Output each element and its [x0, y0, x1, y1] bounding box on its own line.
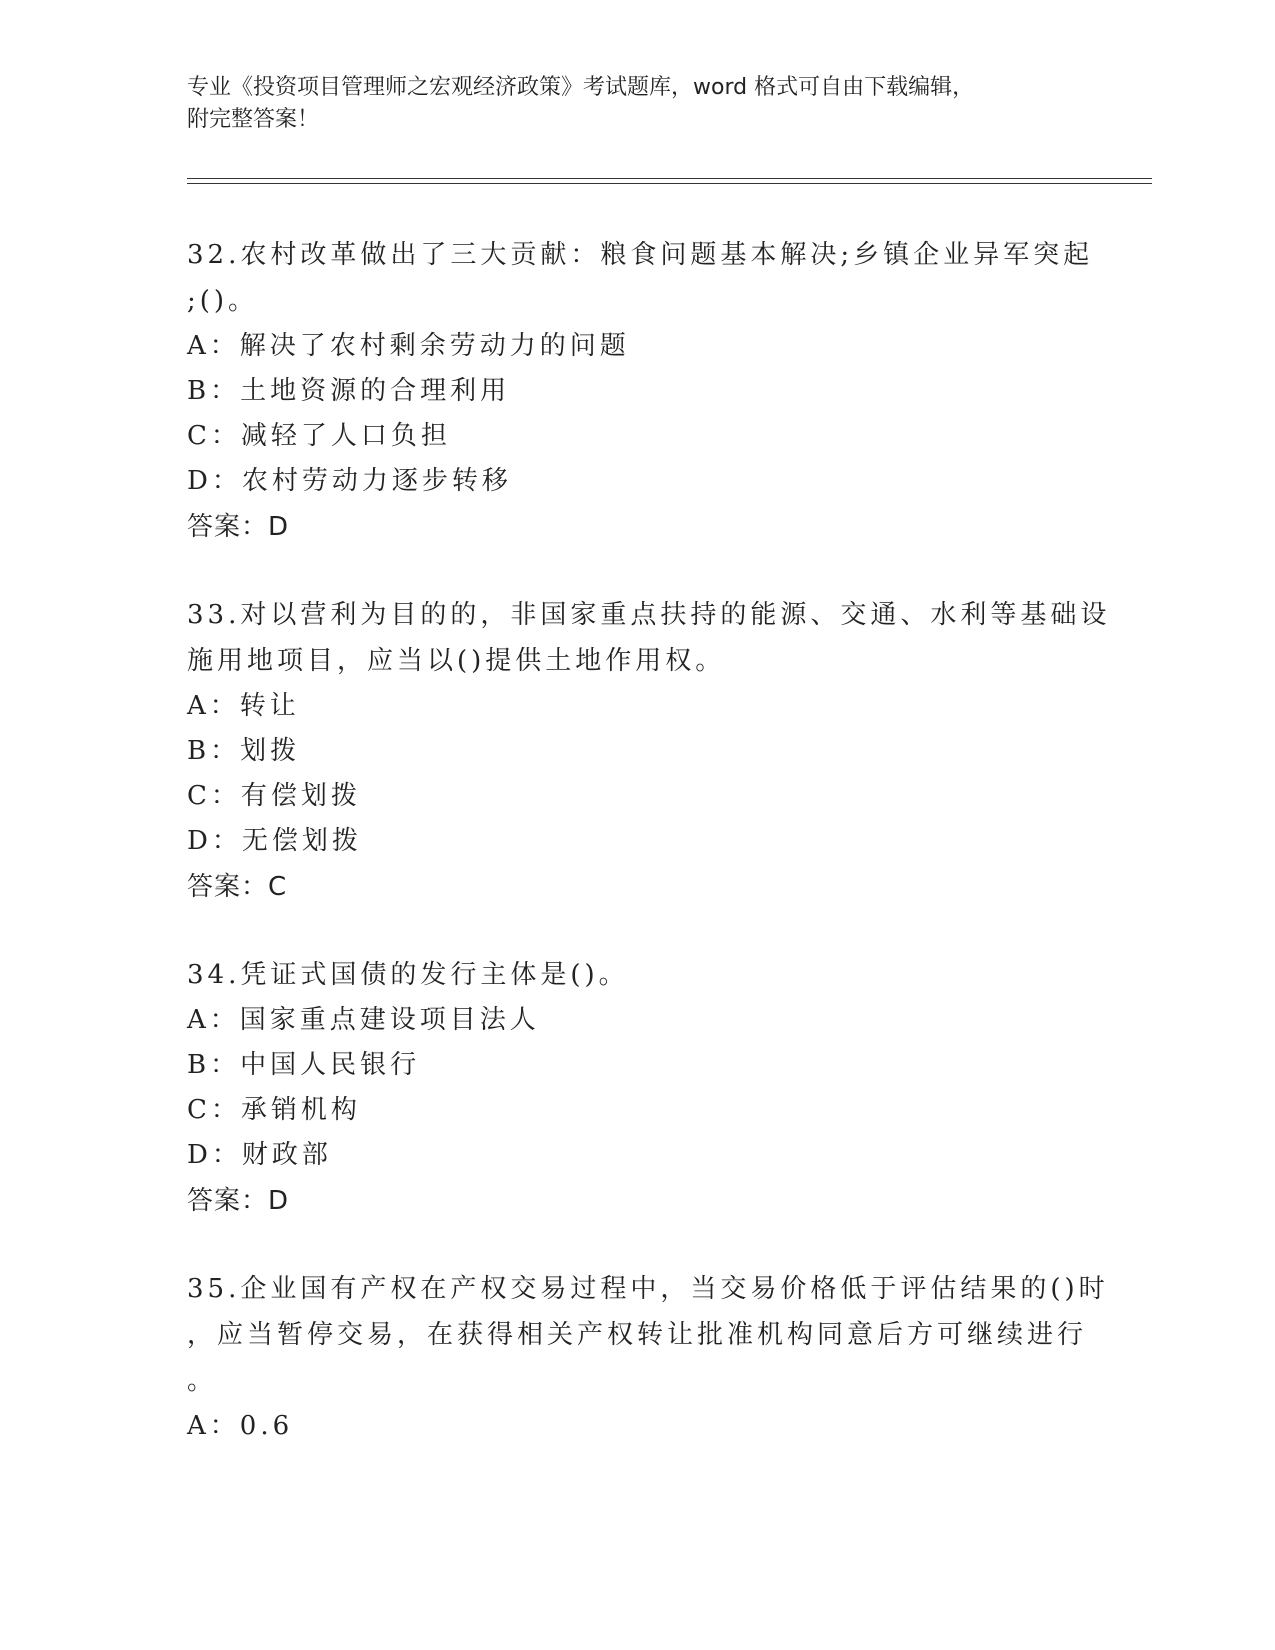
question-text-line: 施用地项目，应当以()提供土地作用权。 — [187, 646, 726, 676]
answer: 答案：C — [187, 872, 288, 902]
question-list — [187, 232, 1111, 1491]
option-b: B：划拨 — [187, 736, 301, 766]
option-c: C：减轻了人口负担 — [187, 421, 451, 451]
question-text-line: ，应当暂停交易，在获得相关产权转让批准机构同意后方可继续进行 — [187, 1320, 1088, 1350]
question-text-line: 34.凭证式国债的发行主体是()。 — [187, 960, 629, 990]
question-text-line: ;()。 — [187, 286, 259, 316]
answer: 答案：D — [187, 512, 290, 542]
question-text-line: 33.对以营利为目的的，非国家重点扶持的能源、交通、水利等基础设 — [187, 600, 1111, 630]
question-34 — [187, 952, 1087, 1224]
question-33 — [187, 592, 1111, 910]
option-a: A：转让 — [187, 691, 300, 721]
option-a: A：解决了农村剩余劳动力的问题 — [187, 331, 630, 361]
option-a: A：0.6 — [187, 1411, 294, 1441]
option-a: A：国家重点建设项目法人 — [187, 1005, 540, 1035]
option-d: D：无偿划拨 — [187, 826, 362, 856]
header-divider-bottom — [187, 183, 1152, 184]
header-line-2: 附完整答案！ — [187, 107, 320, 132]
question-text-line: 35.企业国有产权在产权交易过程中，当交易价格低于评估结果的()时 — [187, 1274, 1109, 1304]
option-d: D：财政部 — [187, 1140, 332, 1170]
question-32 — [187, 232, 1094, 550]
option-c: C：承销机构 — [187, 1095, 361, 1125]
question-text-line: 。 — [187, 1366, 218, 1396]
option-d: D：农村劳动力逐步转移 — [187, 466, 512, 496]
option-b: B：土地资源的合理利用 — [187, 376, 511, 406]
question-35 — [187, 1266, 1109, 1449]
option-b: B：中国人民银行 — [187, 1050, 421, 1080]
header-line-1: 专业《投资项目管理师之宏观经济政策》考试题库，word 格式可自由下载编辑， — [187, 75, 975, 100]
option-c: C：有偿划拨 — [187, 781, 361, 811]
document-header — [187, 72, 1067, 136]
answer: 答案：D — [187, 1186, 290, 1216]
question-text-line: 32.农村改革做出了三大贡献：粮食问题基本解决;乡镇企业异军突起 — [187, 240, 1094, 270]
header-divider-top — [187, 178, 1152, 179]
